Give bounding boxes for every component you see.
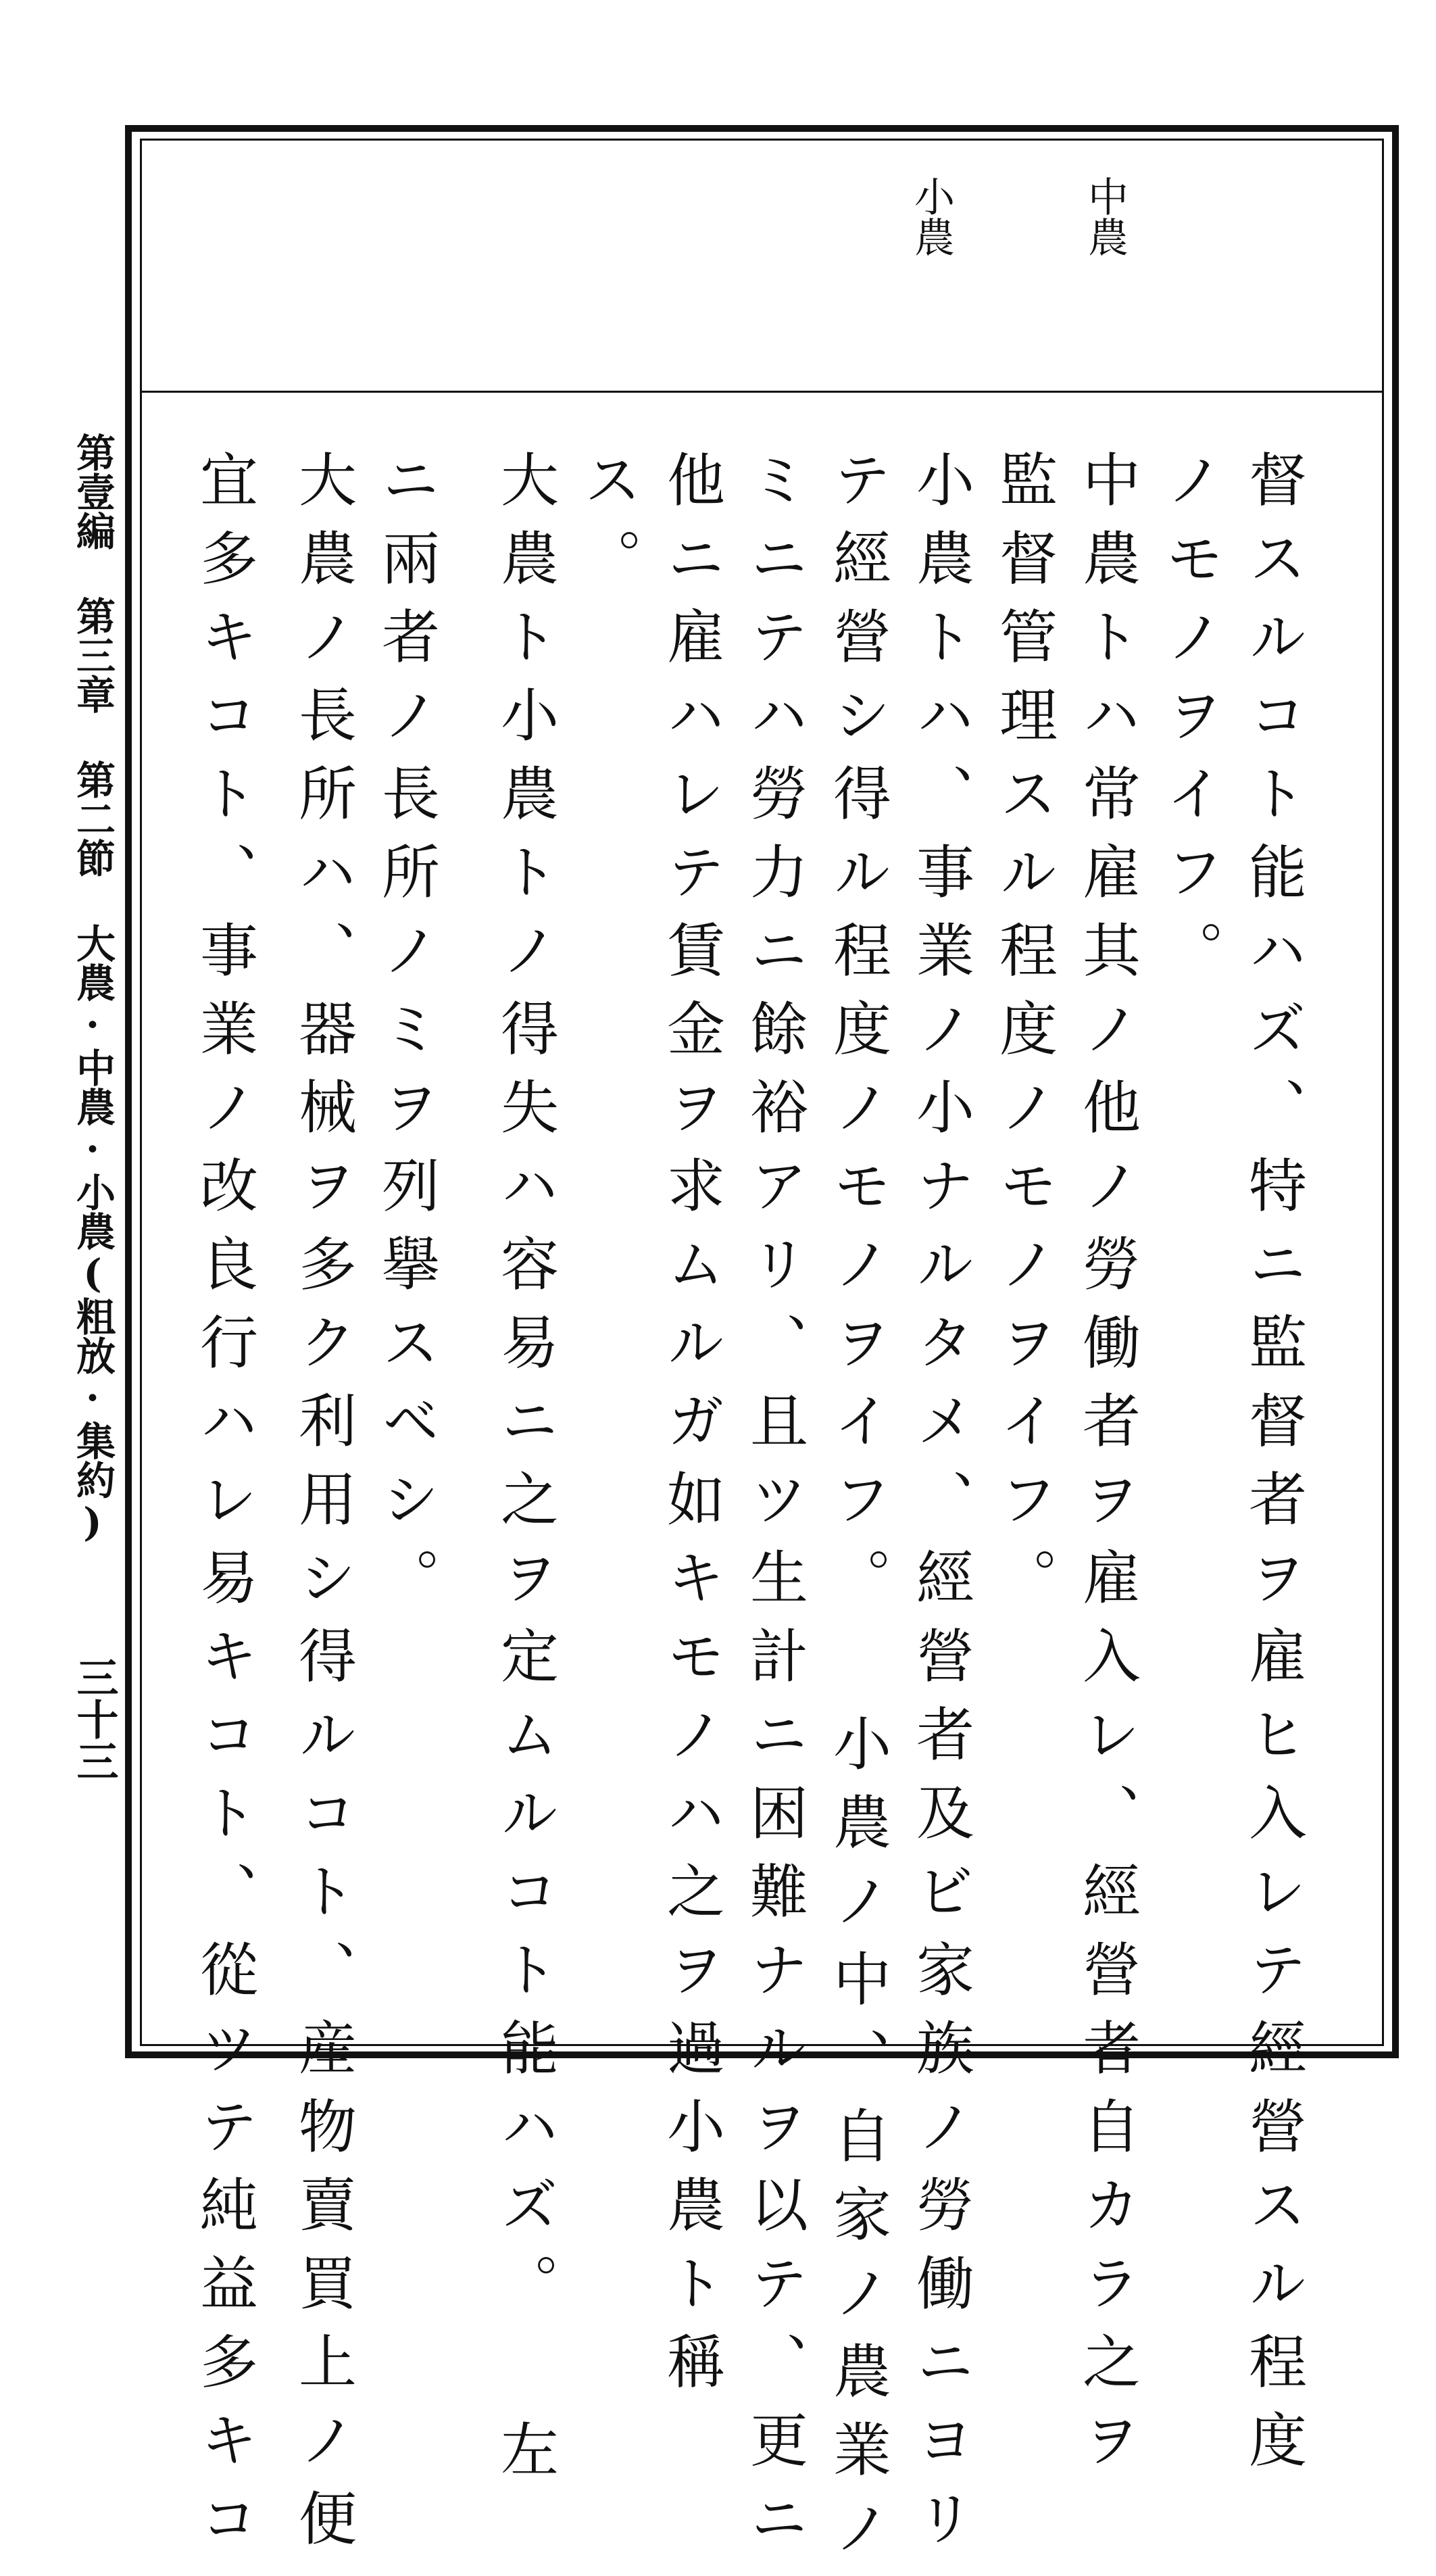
body-column-1: 督スルコト能ハズ、特ニ監督者ヲ雇ヒ入レテ經營スル程度 — [1239, 449, 1306, 2488]
body-column-8: 他ニ雇ハレテ賃金ヲ求ムルガ如キモノハ之ヲ過小農ト稱 — [657, 449, 724, 2410]
body-column-3: 中農トハ常雇其ノ他ノ勞働者ヲ雇入レ、經營者自カラ之ヲ — [1072, 449, 1140, 2488]
body-column-7: ミニテハ勞力ニ餘裕アリ、且ツ生計ニ困難ナルヲ以テ、更ニ — [740, 449, 808, 2567]
body-column-12: 大農ノ長所ハ、器械ヲ多ク利用シ得ルコト、産物賣買上ノ便 — [289, 449, 356, 2567]
body-column-13: 宜多キコト、事業ノ改良行ハレ易キコト、從ツテ純益多キコ — [190, 449, 257, 2567]
body-column-6: テ經營シ得ル程度ノモノヲイフ。 小農ノ中、自家ノ農業ノ — [823, 449, 891, 2576]
running-header: 第壹編 第三章 第二節 大農·中農·小農(粗放·集約) — [70, 433, 116, 1545]
body-column-2: ノモノヲイフ。 — [1156, 449, 1223, 998]
body-column-5: 小農トハ、事業ノ小ナルタメ、經營者及ビ家族ノ勞働ニヨリ — [906, 449, 974, 2567]
margin-note-shono: 小農 — [908, 176, 955, 257]
page-number: 三十三 — [70, 1656, 119, 1782]
margin-note-chuno: 中農 — [1081, 176, 1129, 257]
body-column-9: ス。 — [574, 449, 641, 606]
body-column-11: ニ兩者ノ長所ノミヲ列擧スベシ。 — [372, 449, 439, 1626]
body-column-10: 大農ト小農トノ得失ハ容易ニ之ヲ定ムルコト能ハズ。 左 — [491, 449, 558, 2498]
body-column-4: 監督管理スル程度ノモノヲイフ。 — [989, 449, 1057, 1626]
header-rule — [140, 391, 1384, 393]
